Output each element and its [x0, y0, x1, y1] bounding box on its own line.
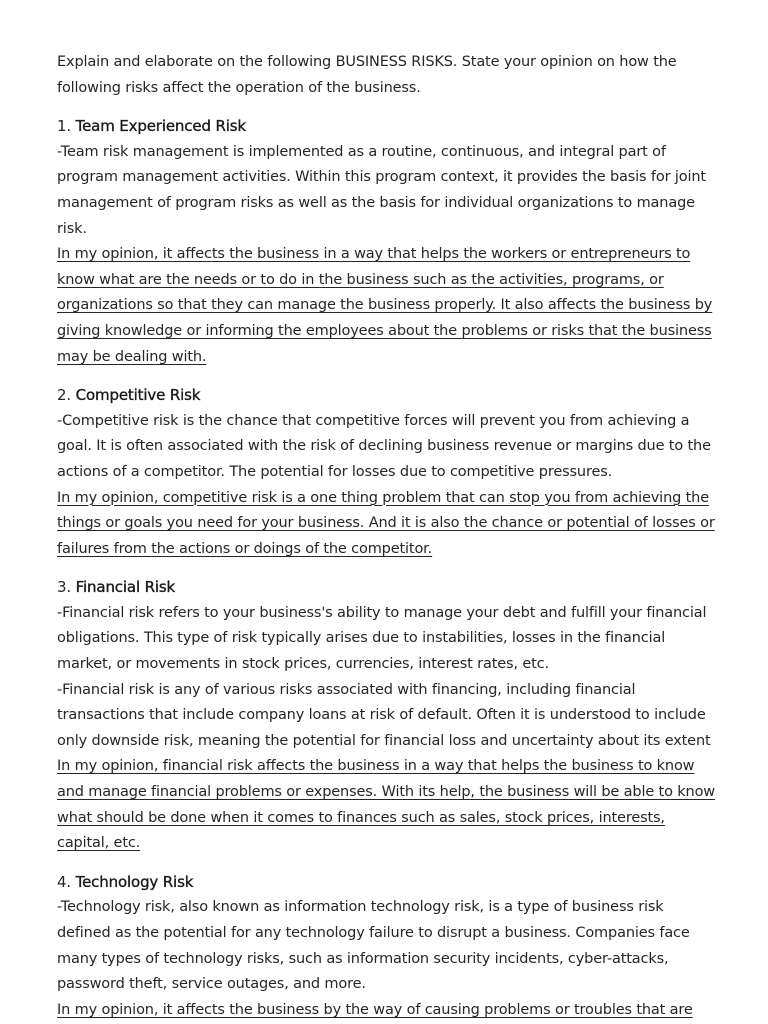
- opinion-paragraph: In my opinion, competitive risk is a one thing problem that can stop you from achieving the things or goals you need for your business. And it is also the chance or potential of losses or failures from the actions or doings of the competitor.: [57, 489, 715, 557]
- definition-paragraph: -Competitive risk is the chance that competitive forces will prevent you from achieving a goal. It is often associated with the risk of declining business revenue or margins due to the actions of a competitor. The potential for losses due to competitive pressures.: [57, 412, 711, 480]
- section-heading: [57, 870, 717, 896]
- definition-paragraph: -Team risk management is implemented as a routine, continuous, and integral part of program management activities. Within this program context, it provides the basis for joint management of program risks as well as the basis for individual organizations to manage risk.: [57, 143, 706, 237]
- section-heading: [57, 575, 717, 601]
- section-number: 1.: [57, 117, 72, 136]
- section-technology-risk: [57, 870, 717, 1024]
- definition-paragraph: -Technology risk, also known as information technology risk, is a type of business risk defined as the potential for any technology failure to disrupt a business. Companies face many types of technology risks, such as information security incidents, cyber-attacks, password theft, service outages, and more.: [57, 899, 690, 993]
- section-title: Team Experienced Risk: [75, 117, 246, 136]
- definition-paragraph: -Financial risk refers to your business's ability to manage your debt and fulfill your financial obligations. This type of risk typically arises due to instabilities, losses in the financial market, or movements in stock prices, currencies, interest rates, etc.: [57, 604, 707, 673]
- opinion-paragraph: In my opinion, it affects the business by the way of causing problems or troubles that are: [57, 1001, 693, 1018]
- section-financial-risk: [57, 575, 717, 857]
- document-page: [57, 50, 717, 1023]
- section-team-experienced-risk: [57, 114, 717, 370]
- section-number: 4.: [57, 872, 72, 891]
- section-title: Technology Risk: [75, 872, 194, 891]
- section-heading: [57, 114, 717, 140]
- section-title: Financial Risk: [75, 578, 176, 597]
- definition-paragraph: -Financial risk is any of various risks associated with financing, including financial transactions that include company loans at risk of default. Often it is understood to include only downside risk, meaning the potential for financial loss and uncertainty about its extent: [57, 681, 711, 749]
- section-number: 2.: [57, 386, 72, 405]
- section-number: 3.: [57, 578, 72, 597]
- section-heading: [57, 383, 717, 409]
- opinion-paragraph: In my opinion, it affects the business in a way that helps the workers or entrepreneurs to know what are the needs or to do in the business such as the activities, programs, or organizations so that they can manage the business properly. It also affects the business by giving knowledge or informing the employees about the problems or risks that the business may be dealing with.: [57, 246, 713, 365]
- opinion-paragraph: In my opinion, financial risk affects the business in a way that helps the business to know and manage financial problems or expenses. With its help, the business will be able to know what should be done when it comes to finances such as sales, stock prices, interests, capital, etc.: [57, 758, 715, 852]
- intro-text: Explain and elaborate on the following BUSINESS RISKS. State your opinion on how the following risks affect the operation of the business.: [57, 54, 677, 96]
- section-title: Competitive Risk: [75, 386, 201, 405]
- section-competitive-risk: [57, 383, 717, 562]
